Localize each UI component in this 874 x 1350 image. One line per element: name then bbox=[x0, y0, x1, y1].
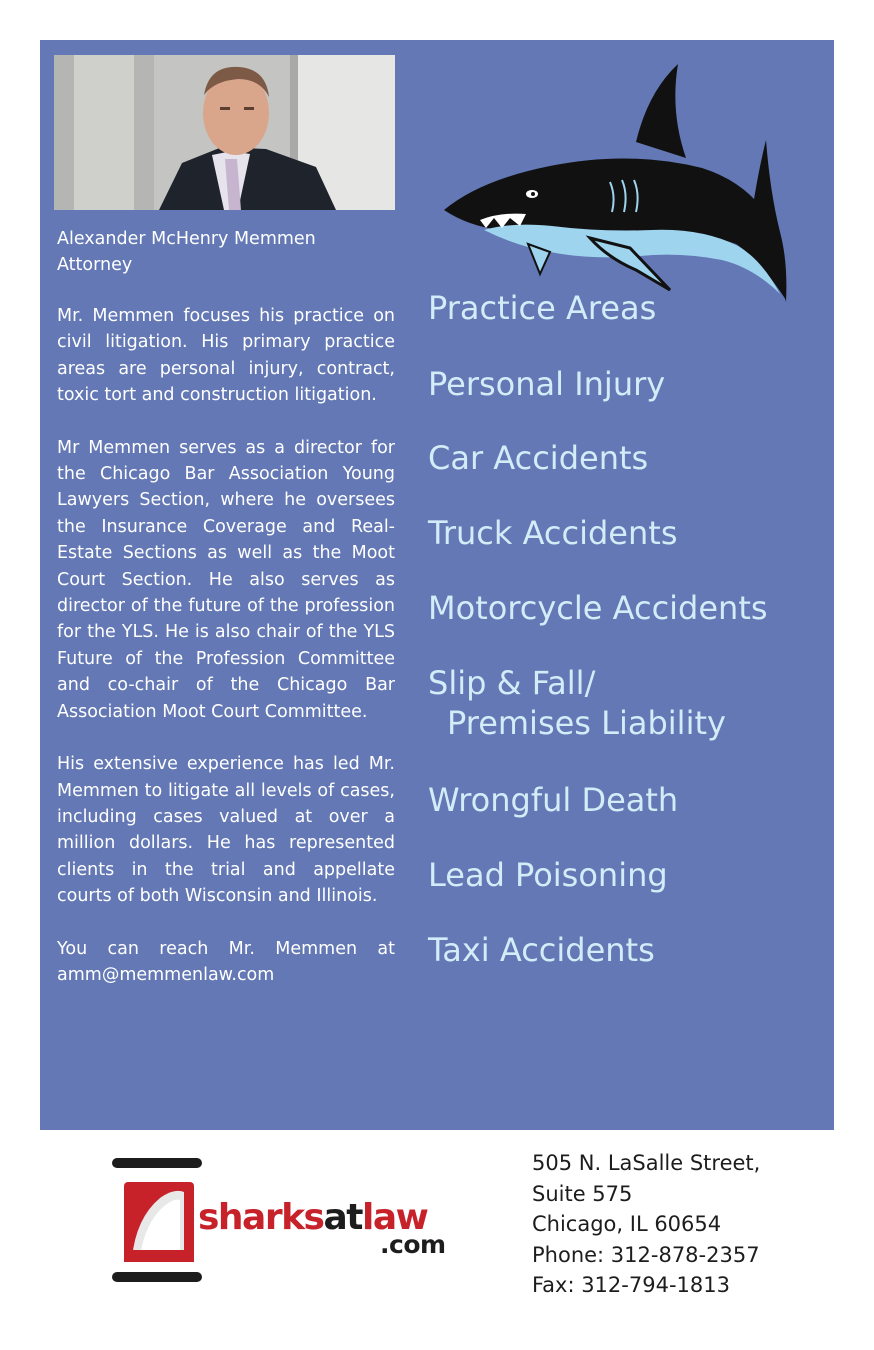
practice-item-slip-fall-line: Slip & Fall/ bbox=[428, 664, 596, 702]
logo-word-law: law bbox=[362, 1197, 428, 1238]
bio-paragraph-director: Mr Memmen serves as a director for the Chicago Bar Association Young Lawyers Section, where he oversees the Insurance Coverage and Real-Estate Sections as well as the Moot Court Section. He also serves as director of the future of the profession for the YLS. He is also chair of the YLS Future of the Profession Committee and co-chair of the Chicago Bar Association Moot Court Committee. bbox=[57, 437, 395, 722]
contact-phone: Phone: 312-878-2357 bbox=[532, 1242, 760, 1267]
shark-illustration bbox=[440, 62, 792, 312]
practice-item-car-accidents: Car Accidents bbox=[428, 439, 649, 477]
attorney-caption bbox=[57, 226, 397, 278]
attorney-bio bbox=[57, 303, 395, 1014]
practice-item-personal-injury: Personal Injury bbox=[428, 365, 666, 403]
scroll-pillar-logo-icon bbox=[110, 1158, 210, 1284]
bio-paragraph-contact: You can reach Mr. Memmen at amm@memmenlaw.com bbox=[57, 938, 395, 985]
practice-item-motorcycle-accidents: Motorcycle Accidents bbox=[428, 589, 768, 627]
practice-item-taxi-accidents: Taxi Accidents bbox=[428, 931, 655, 969]
bio-paragraph-practice: Mr. Memmen focuses his practice on civil litigation. His primary practice areas are personal injury, contract, toxic tort and construction litigation. bbox=[57, 306, 395, 406]
practice-item-premises-liability: Premises Liability bbox=[447, 704, 726, 742]
logo-dotcom: .com bbox=[380, 1230, 446, 1259]
contact-fax: Fax: 312-794-1813 bbox=[532, 1273, 730, 1297]
attorney-name: Alexander McHenry Memmen bbox=[57, 229, 316, 249]
profile-panel bbox=[40, 40, 834, 1130]
address-city: Chicago, IL 60654 bbox=[532, 1212, 722, 1236]
practice-item-truck-accidents: Truck Accidents bbox=[428, 514, 678, 552]
practice-areas-heading: Practice Areas bbox=[428, 289, 657, 327]
contact-block bbox=[532, 1148, 760, 1301]
practice-item-slip-and-fall bbox=[428, 663, 726, 743]
logo-word-at: at bbox=[323, 1197, 362, 1238]
attorney-title: Attorney bbox=[57, 255, 133, 275]
attorney-photo bbox=[54, 55, 395, 210]
address-suite: Suite 575 bbox=[532, 1181, 633, 1206]
practice-item-wrongful-death: Wrongful Death bbox=[428, 781, 679, 819]
bio-paragraph-experience: His extensive experience has led Mr. Memmen to litigate all levels of cases, including cases valued at over a million dollars. He has represented clients in the trial and appellate courts of both Wisconsin and Illinois. bbox=[57, 754, 395, 907]
sharksatlaw-logo bbox=[110, 1158, 470, 1284]
practice-item-lead-poisoning: Lead Poisoning bbox=[428, 856, 668, 894]
logo-word-sharks: sharks bbox=[198, 1197, 324, 1238]
address-street: 505 N. LaSalle Street, bbox=[532, 1151, 761, 1175]
